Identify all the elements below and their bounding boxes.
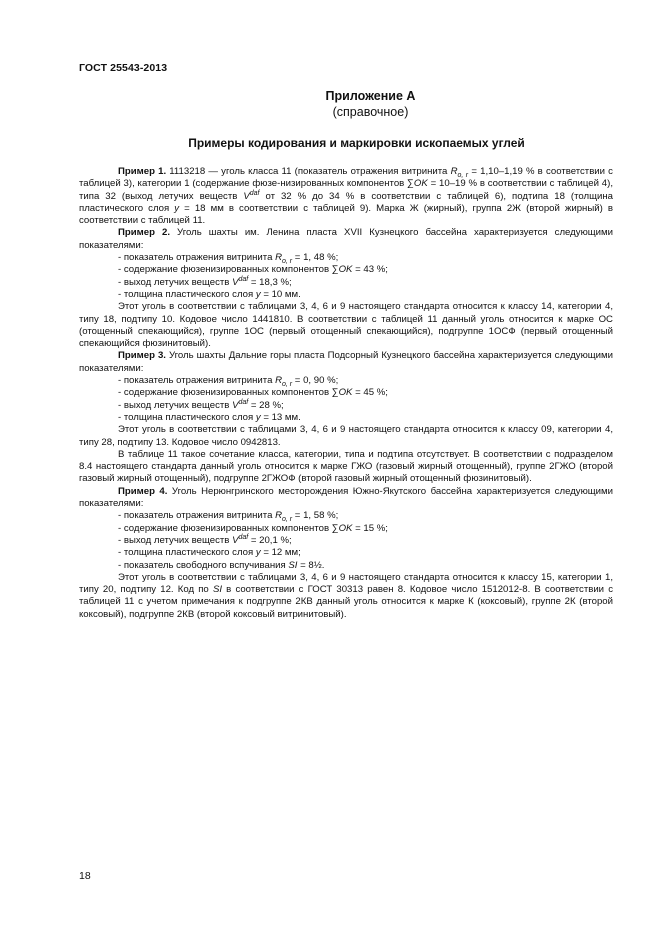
example-3-item: - содержание фюзенизированных компонентов ∑OK = 45 %; bbox=[118, 387, 388, 399]
document-header: ГОСТ 25543-2013 bbox=[79, 62, 168, 74]
example-2-intro: Пример 2. Уголь шахты им. Ленина пласта XVII Кузнецкого бассейна характеризуется следующими показателями: bbox=[79, 227, 613, 251]
appendix-subtitle: (справочное) bbox=[332, 105, 409, 119]
example-3-item: - выход летучих веществ $V^{daf} = 28$ %; bbox=[118, 398, 284, 411]
example-3-intro: Пример 3. Уголь шахты Дальние горы пласта Подсорный Кузнецкого бассейна характеризуется следующими показателями: bbox=[79, 350, 613, 374]
example-4-item: - выход летучих веществ $V^{daf} = 20,1$ %; bbox=[118, 533, 292, 546]
example-4-label: Пример 4. bbox=[118, 485, 168, 497]
example-4-item: - содержание фюзенизированных компонентов ∑OK = 15 %; bbox=[118, 522, 388, 534]
example-4-intro: Пример 4. Уголь Нерюнгринского месторождения Южно-Якутского бассейна характеризуется следующими показателями: bbox=[79, 485, 613, 510]
document-body bbox=[79, 166, 613, 621]
example-1-paragraph: Пример 1. 1113218 — уголь класса 11 (показатель отражения витринита $R_{o, r} = 1,10-1,19$ % в соответствии с таблицей 3), категории 1 (содержание фюзе-низированных компонентов ∑OK = 10–19 % в соответствии с таблицей 4), типа 32 (выход летучих веществ $V^{daf}$ от 32 % до 34 % в соответствии с таблицей 6), подтипа 18 (толщина пластического слоя y = 18 мм в соответствии с таблицей 9). Марка Ж (жирный), группа 2Ж (второй жирный) в соответствии с таблицей 11. bbox=[79, 166, 613, 227]
example-3-conclusion-1: Этот уголь в соответствии с таблицами 3, 4, 6 и 9 настоящего стандарта относится к классу 09, категории 4, типу 28, подтипу 13. Кодовое число 0942813. bbox=[79, 424, 613, 448]
page-number: 18 bbox=[79, 870, 91, 882]
example-3-item: - показатель отражения витринита $R_{o, r} = 0$, 90 %; bbox=[118, 375, 339, 388]
example-4-item: - показатель свободного вспучивания SI = 8½. bbox=[118, 559, 325, 571]
example-3-conclusion-2: В таблице 11 такое сочетание класса, категории, типа и подтипа отсутствует. В соответствии с подразделом 8.4 настоящего стандарта данный уголь относится к марке ГЖО (газовый жирный отощенный), группе 2ГЖО (второй газовый жирный отощенный), подгруппе 2ГЖОФ (второй газовый жирный отощенный фюзинитовый). bbox=[79, 448, 613, 485]
example-4-item: - толщина пластического слоя y = 12 мм; bbox=[118, 547, 301, 559]
section-title: Примеры кодирования и маркировки ископаемых углей bbox=[188, 136, 525, 150]
example-2-label: Пример 2. bbox=[118, 227, 170, 239]
example-2-item: - содержание фюзенизированных компонентов ∑OK = 43 %; bbox=[118, 264, 388, 276]
example-3-label: Пример 3. bbox=[118, 350, 166, 362]
example-1-label: Пример 1. bbox=[118, 166, 167, 177]
example-4-item: - показатель отражения витринита $R_{o, r} = 1$, 58 %; bbox=[118, 510, 339, 524]
example-2-conclusion: Этот уголь в соответствии с таблицами 3, 4, 6 и 9 настоящего стандарта относится к классу 14, категории 4, типу 18, подтипу 10. Кодовое число 1441810. В соответствии с таблицей 11 данный уголь относится к марке ОС (отощенный спекающийся), группе 1ОС (первый отощенный спекающийся), подгруппе 1ОСФ (первый отощенный спекающийся фюзинитовый). bbox=[79, 301, 613, 350]
example-3-item: - толщина пластического слоя y = 13 мм. bbox=[118, 411, 301, 423]
example-2-item: - толщина пластического слоя y = 10 мм. bbox=[118, 288, 301, 300]
example-2-item: - показатель отражения витринита $R_{o, r} = 1$, 48 %; bbox=[118, 252, 339, 265]
example-4-conclusion: Этот уголь в соответствии с таблицами 3, 4, 6 и 9 настоящего стандарта относится к классу 15, категории 1, типу 20, подтипу 12. Код по SI в соответствии с ГОСТ 30313 равен 8. Кодовое число 1512012-8. В соответствии с таблицей 11 с учетом примечания к подгруппе 2КВ данный уголь относится к марке К (коксовый), группе 2К (второй коксовый), подгруппе 2КВ (второй коксовый витринитовый). bbox=[79, 571, 613, 620]
appendix-title: Приложение А bbox=[325, 89, 416, 103]
example-2-item: - выход летучих веществ $V^{daf} = 18,3$ %; bbox=[118, 275, 292, 288]
